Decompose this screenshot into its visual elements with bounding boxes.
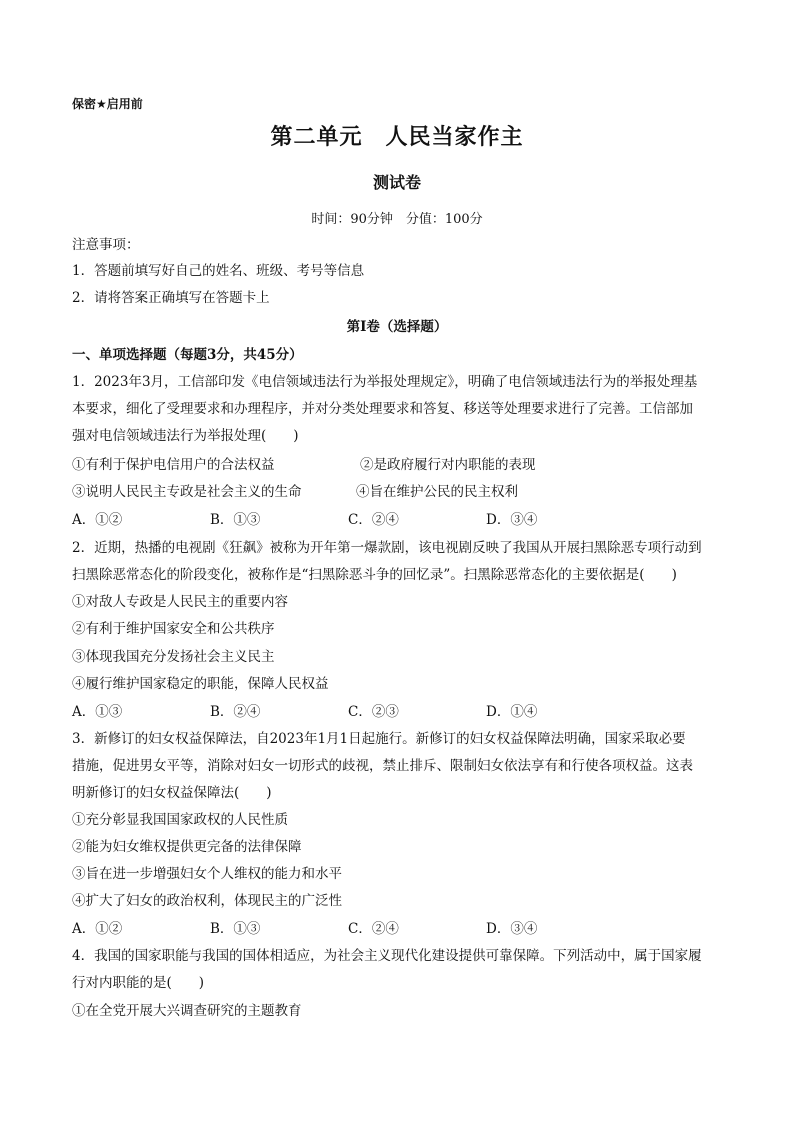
note-item: 2．请将答案正确填写在答题卡上 [72,290,270,306]
choice-c[interactable]: C．②③ [348,704,399,720]
choice-a[interactable]: A．①② [72,921,123,937]
question-3-text: 明新修订的妇女权益保障法( ) [72,785,272,801]
question-3-statement: ②能为妇女维权提供更完备的法律保障 [72,839,302,855]
question-2-statement: ③体现我国充分发扬社会主义民主 [72,649,275,665]
notes-heading: 注意事项： [72,237,140,253]
question-2-statement: ④履行维护国家稳定的职能，保障人民权益 [72,676,329,692]
page-subtitle: 测试卷 [372,173,421,192]
question-2-statement: ②有利于维护国家安全和公共秩序 [72,621,275,637]
choice-d[interactable]: D．③④ [486,512,538,528]
question-1-text: 1．2023年3月，工信部印发《电信领域违法行为举报处理规定》，明确了电信领域违法行为的举报处理基 [72,374,698,390]
question-3-text: 措施，促进男女平等，消除对妇女一切形式的歧视，禁止排斥、限制妇女依法享有和行使各项权益。这表 [72,758,693,774]
question-4-statement: ①在全党开展大兴调查研究的主题教育 [72,1003,302,1019]
question-1-statement: ②是政府履行对内职能的表现 [360,457,536,473]
choice-c[interactable]: C．②④ [348,921,399,937]
question-3-statement: ①充分彰显我国国家政权的人民性质 [72,812,288,828]
question-1-statement: ①有利于保护电信用户的合法权益 [72,457,275,473]
question-2-statement: ①对敌人专政是人民民主的重要内容 [72,594,288,610]
question-1-text: 本要求，细化了受理要求和办理程序，并对分类处理要求和答复、移送等处理要求进行了完善。工信部加 [72,401,693,417]
question-3-statement: ④扩大了妇女的政治权利，体现民主的广泛性 [72,893,342,909]
confidential-label: 保密★启用前 [72,97,143,111]
choice-c[interactable]: C．②④ [348,512,399,528]
choice-d[interactable]: D．③④ [486,921,538,937]
question-3-statement: ③旨在进一步增强妇女个人维权的能力和水平 [72,866,342,882]
choice-a[interactable]: A．①② [72,512,123,528]
choice-d[interactable]: D．①④ [486,704,538,720]
part-heading: 第Ⅰ卷（选择题） [346,319,448,335]
choice-a[interactable]: A．①③ [72,704,123,720]
choice-b[interactable]: B．①③ [210,921,261,937]
question-2-text: 扫黑除恶常态化的阶段变化，被称作是“扫黑除恶斗争的回忆录”。扫黑除恶常态化的主要依据是( ) [72,567,677,583]
choice-b[interactable]: B．①③ [210,512,261,528]
section-heading: 一、单项选择题（每题3分，共45分） [72,347,303,363]
question-3-text: 3．新修订的妇女权益保障法，自2023年1月1日起施行。新修订的妇女权益保障法明确，国家采取必要 [72,731,686,747]
exam-meta: 时间：90分钟 分值：100分 [311,212,483,227]
choice-b[interactable]: B．②④ [210,704,261,720]
question-4-text: 行对内职能的是( ) [72,975,205,991]
question-1-statement: ③说明人民民主专政是社会主义的生命 [72,484,302,500]
question-1-text: 强对电信领域违法行为举报处理( ) [72,428,299,444]
page-title: 第二单元 人民当家作主 [270,125,524,150]
question-1-statement: ④旨在维护公民的民主权利 [356,484,518,500]
question-2-text: 2．近期，热播的电视剧《狂飙》被称为开年第一爆款剧，该电视剧反映了我国从开展扫黑除恶专项行动到 [72,540,702,556]
note-item: 1．答题前填写好自己的姓名、班级、考号等信息 [72,263,365,279]
question-4-text: 4．我国的国家职能与我国的国体相适应，为社会主义现代化建设提供可靠保障。下列活动中，属于国家履 [72,948,702,964]
